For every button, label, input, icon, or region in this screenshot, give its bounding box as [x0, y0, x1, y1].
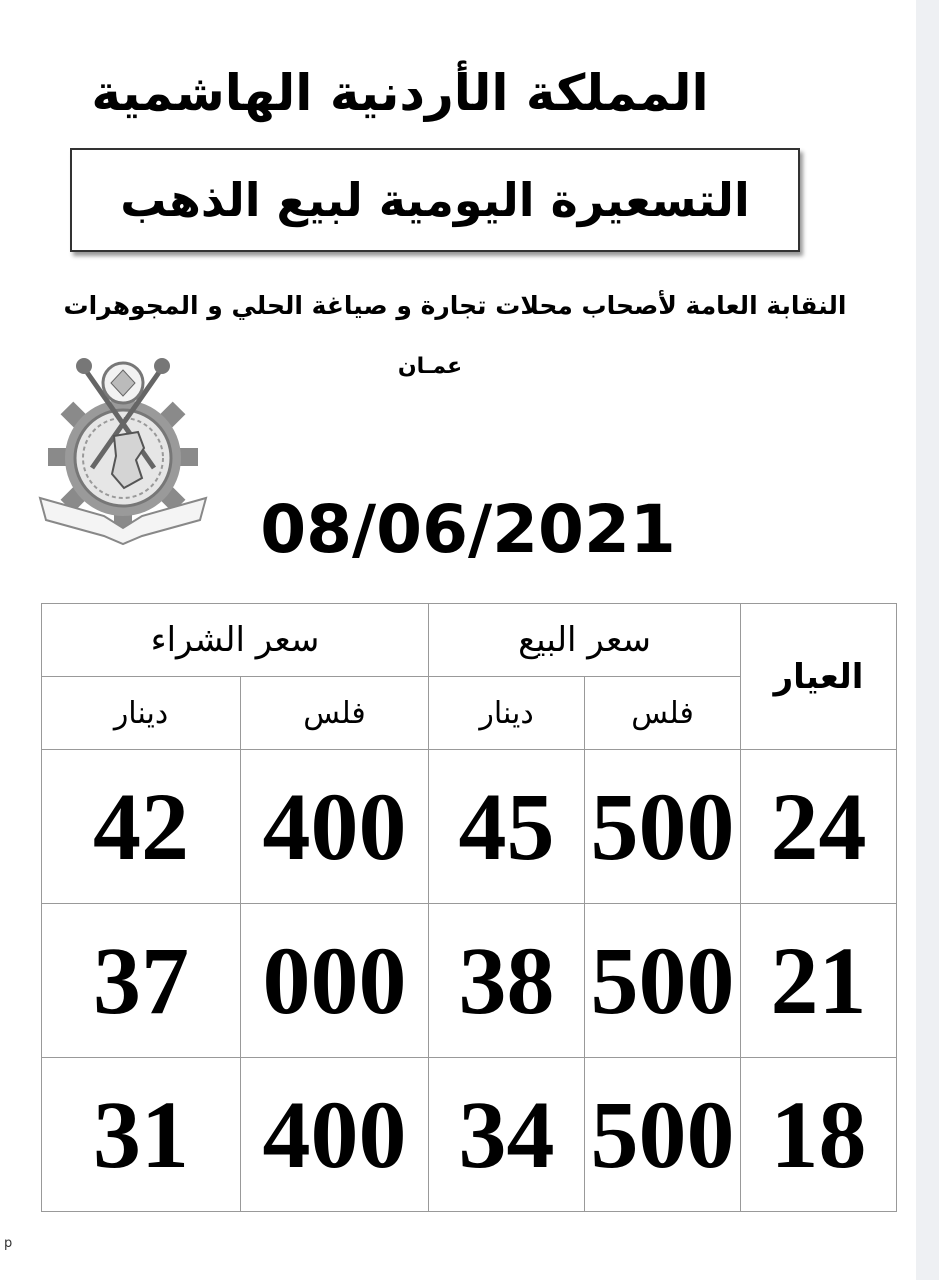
syndicate-name: النقابة العامة لأصحاب محلات تجارة و صياغة الحلي و المجوهرات — [63, 291, 847, 320]
country-title: المملكة الأردنية الهاشمية — [91, 64, 709, 122]
sell-fils-value: 500 — [585, 1058, 741, 1212]
subtitle-box — [70, 148, 800, 252]
buy-price-header: سعر الشراء — [42, 604, 429, 677]
buy-fils-value: 400 — [241, 1058, 429, 1212]
sell-dinar-header: دينار — [429, 677, 585, 750]
buy-fils-value: 400 — [241, 750, 429, 904]
karat-value: 24 — [741, 750, 897, 904]
sell-fils-header: فلس — [585, 677, 741, 750]
city-name: عمـان — [397, 354, 463, 379]
sell-price-header: سعر البيع — [429, 604, 741, 677]
right-margin-strip — [916, 0, 939, 1280]
subtitle-text: التسعيرة اليومية لبيع الذهب — [120, 173, 750, 227]
karat-header: العيار — [741, 604, 897, 750]
karat-value: 21 — [741, 904, 897, 1058]
sell-dinar-value: 45 — [429, 750, 585, 904]
table-row — [42, 904, 897, 1058]
buy-dinar-value: 42 — [42, 750, 241, 904]
buy-dinar-value: 31 — [42, 1058, 241, 1212]
buy-fils-header: فلس — [241, 677, 429, 750]
table-row — [42, 1058, 897, 1212]
jordan-syndicate-emblem-icon — [34, 348, 212, 548]
margin-mark: p — [4, 1236, 13, 1251]
sell-fils-value: 500 — [585, 750, 741, 904]
buy-dinar-value: 37 — [42, 904, 241, 1058]
sell-fils-value: 500 — [585, 904, 741, 1058]
gold-price-table — [41, 603, 897, 1212]
price-date: 08/06/2021 — [260, 491, 676, 568]
karat-value: 18 — [741, 1058, 897, 1212]
table-row — [42, 750, 897, 904]
buy-fils-value: 000 — [241, 904, 429, 1058]
sell-dinar-value: 38 — [429, 904, 585, 1058]
buy-dinar-header: دينار — [42, 677, 241, 750]
sell-dinar-value: 34 — [429, 1058, 585, 1212]
